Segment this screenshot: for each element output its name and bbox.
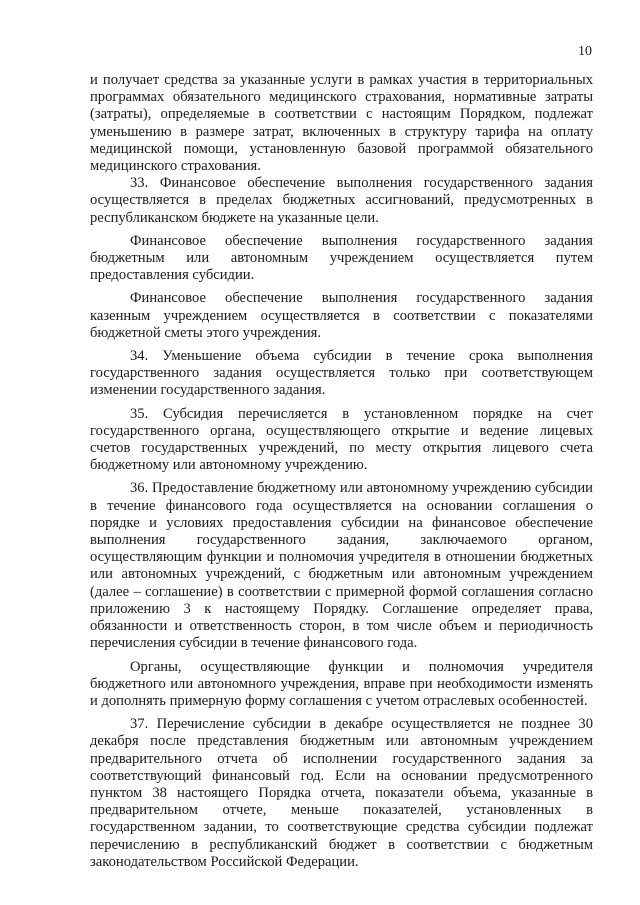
paragraph-clause-37: 37. Перечисление субсидии в декабре осуществляется не позднее 30 декабря после представления бюджетным или автономным учреждением предварительного отчета об исполнении государственного задания за соответствующий финансовый год. Если на основании предусмотренного пунктом 38 настоящего Порядка отчета, показатели объема, указанные в предварительном отчете, меньше показателей, установленных в государственном задании, то соответствующие средства субсидии подлежат перечислению в республиканский бюджет в соответствии с бюджетным законодательством Российской Федерации. [90, 716, 593, 870]
paragraph-subsidy-budget: Финансовое обеспечение выполнения государственного задания бюджетным или автономным учреждением осуществляется путем предоставления субсидии. [90, 232, 593, 284]
paragraph-continuation: и получает средства за указанные услуги в рамках участия в территориальных программах обязательного медицинского страхования, нормативные затраты (затраты), определяемые в соответствии с настоящим Порядком, подлежат уменьшению в размере затрат, включенных в структуру тарифа на оплату медицинской помощи, установленную базовой программой обязательного медицинского страхования. [90, 72, 593, 175]
paragraph-clause-35: 35. Субсидия перечисляется в установленном порядке на счет государственного органа, осуществляющего открытие и ведение лицевых счетов государственных учреждений, по месту открытия лицевого счета бюджетному или автономному учреждению. [90, 405, 593, 474]
paragraph-clause-33: 33. Финансовое обеспечение выполнения государственного задания осуществляется в пределах бюджетных ассигнований, предусмотренных в республиканском бюджете на указанные цели. [90, 175, 593, 226]
page-number: 10 [578, 44, 592, 59]
paragraph-clause-36: 36. Предоставление бюджетному или автономному учреждению субсидии в течение финансового года осуществляется на основании соглашения о порядке и условиях предоставления субсидии на финансовое обеспечение выполнения государственного задания, заключаемого органом, осуществляющим функции и полномочия учредителя в отношении бюджетных или автономных учреждений, с бюджетным или автономным учреждением (далее – соглашение) в соответствии с примерной формой соглашения согласно приложению 3 к настоящему Порядку. Соглашение определяет права, обязанности и ответственность сторон, в том числе объем и периодичность перечисления субсидии в течение финансового года. [90, 480, 593, 652]
document-body [90, 72, 593, 871]
paragraph-state-institution: Финансовое обеспечение выполнения государственного задания казенным учреждением осуществляется в соответствии с показателями бюджетной сметы этого учреждения. [90, 290, 593, 341]
paragraph-clause-34: 34. Уменьшение объема субсидии в течение срока выполнения государственного задания осуществляется только при соответствующем изменении государственного задания. [90, 348, 593, 399]
paragraph-founder-authority: Органы, осуществляющие функции и полномочия учредителя бюджетного или автономного учреждения, вправе при необходимости изменять и дополнять примерную форму соглашения с учетом отраслевых особенностей. [90, 658, 593, 709]
